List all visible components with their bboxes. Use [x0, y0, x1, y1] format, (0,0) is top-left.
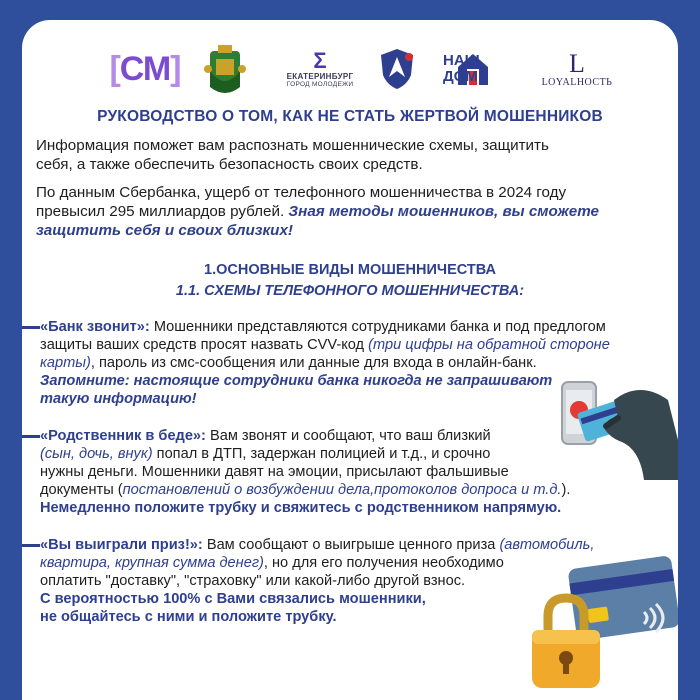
subsection-title: 1.1. СХЕМЫ ТЕЛЕФОННОГО МОШЕННИЧЕСТВА: [175, 283, 525, 299]
intro-p2-line2a: превысил 295 миллиардов рублей. [36, 203, 285, 220]
relative-l4a: документы ( [40, 482, 123, 498]
intro-p2-line1: По данным Сбербанка, ущерб от телефонного мошенничества в 2024 году [36, 184, 567, 201]
prize-line3: оплатить "доставку", "страховку" или какой-либо другой взнос. [40, 573, 466, 589]
bullet-marker [22, 435, 40, 438]
nash-dom-logo [425, 34, 521, 104]
ekb-mark-icon: Ʃ [313, 48, 327, 73]
loyalnost-letter: L [569, 48, 585, 78]
intro-p2-line3: защитить себя и своих близких! [36, 222, 293, 239]
ekb-logo-line2: ГОРОД МОЛОДЕЖИ [286, 81, 354, 88]
page-title: РУКОВОДСТВО О ТОМ, КАК НЕ СТАТЬ ЖЕРТВОЙ МОШЕННИКОВ [97, 108, 603, 125]
prize-l1b: (автомобиль, [499, 537, 595, 553]
bank-l1: Мошенники представляются сотрудниками банка и под предлогом [149, 319, 606, 335]
relative-line2 [40, 445, 660, 463]
intro-paragraph-2 [36, 183, 666, 240]
bank-l2a: защиты ваших средств просят назвать CVV-код [40, 337, 369, 353]
intro-p1-line1: Информация поможет вам распознать мошеннические схемы, защитить [36, 137, 549, 154]
relative-line4 [40, 481, 660, 499]
scheme-relative-in-trouble [40, 427, 660, 517]
relative-line3: нужны деньги. Мошенники давят на эмоции, присылают фальшивые [40, 464, 509, 480]
bank-l3a: карты) [40, 355, 91, 371]
prize-l2a: квартира, крупная сумма денег) [40, 555, 264, 571]
shield-logo [374, 34, 420, 104]
nash-dom-line1: НАШ [443, 52, 480, 69]
intro-p2-line2 [36, 202, 666, 221]
relative-l4b: постановлений о возбуждении дела,протоколов допроса и т.д. [122, 482, 562, 498]
card-padlock-illustration [526, 550, 678, 700]
partner-logos [22, 34, 678, 104]
bank-label: «Банк звонит»: [40, 319, 150, 335]
bullet-marker [22, 326, 40, 329]
loyalnost-logo [530, 34, 624, 104]
prize-label: «Вы выиграли приз!»: [40, 537, 203, 553]
city-crest-logo [202, 34, 248, 104]
prize-warning-line1: С вероятностью 100% с Вами связались мошенники, [40, 591, 426, 607]
ekaterinburg-youth-logo [274, 34, 366, 104]
ekb-logo-line1: ЕКАТЕРИНБУРГ [286, 72, 354, 81]
nash-dom-line2: ДОМ [443, 68, 478, 85]
prize-l2b: , но для его получения необходимо [263, 555, 504, 571]
relative-l1: Вам звонят и сообщают, что ваш близкий [205, 428, 491, 444]
bullet-marker [22, 544, 40, 547]
cm-logo: [ СМ ] [109, 49, 181, 88]
relative-label: «Родственник в беде»: [40, 428, 206, 444]
bank-l3b: , пароль из смс-сообщения или данные для входа в онлайн-банк. [90, 355, 537, 371]
prize-l1a: Вам сообщают о выигрыше ценного приза [202, 537, 500, 553]
prize-warning-line2: не общайтесь с ними и положите трубку. [40, 609, 337, 625]
bank-line1 [40, 318, 660, 336]
intro-p2-emphasis: Зная методы мошенников, вы сможете [288, 203, 599, 220]
relative-l4c: ). [561, 482, 571, 498]
loyalnost-name: LOYALНОСТЬ [541, 76, 613, 88]
relative-line1 [40, 427, 660, 445]
relative-warning: Немедленно положите трубку и свяжитесь с родственником напрямую. [40, 500, 562, 516]
relative-l2a: (сын, дочь, внук) [40, 446, 153, 462]
cm-logo-text: СМ [119, 49, 171, 88]
relative-l2b: попал в ДТП, задержан полицией и т.д., и срочно [152, 446, 491, 462]
bank-warning-line2: такую информацию! [40, 391, 197, 407]
bank-l2b: (три цифры на обратной стороне [368, 337, 610, 353]
intro-paragraph-1 [36, 136, 666, 174]
content-card [22, 20, 678, 700]
bank-warning-line1: Запомните: настоящие сотрудники банка никогда не запрашивают [40, 373, 553, 389]
intro-p1-line2: себя, а также обеспечить безопасность своих средств. [36, 156, 423, 173]
bank-line2 [40, 336, 660, 354]
section-title: 1.ОСНОВНЫЕ ВИДЫ МОШЕННИЧЕСТВА [204, 262, 496, 278]
